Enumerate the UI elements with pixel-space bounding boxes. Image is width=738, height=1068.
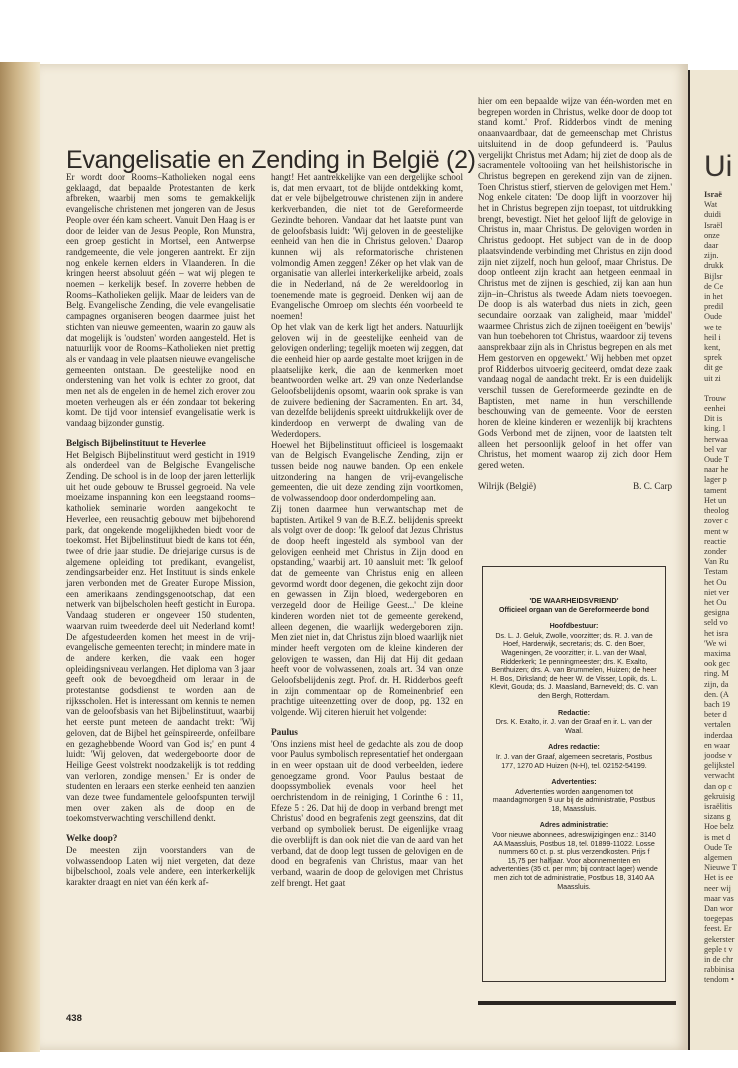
next-page-line: inderdaa	[704, 730, 733, 740]
next-page-line: ring. M	[704, 669, 729, 679]
next-page-line: in het	[704, 292, 723, 302]
next-page-line: gesigna	[704, 608, 730, 618]
paragraph: Op het vlak van de kerk ligt het anders. Natuurlijk geloven wij in de geestelijke eenheid van de gelovigen onderling; tegelijk moeten wij zeggen, dat die eenheid hier op aarde gestalte moet krijgen in de plaatselijke kerk, die aan de kenmerken moet beantwoorden welke art. 29 van onze Nederlandse Geloofsbelijdenis opsomt, waarin ook sprake is van de zuivere bediening der Sacramenten. En art. 34, van dezelfde belijdenis spreekt uitdrukkelijk over de kinderdoop en verwerpt de dwaling van de Wederdopers.	[271, 321, 463, 439]
next-page-heading: Ui	[704, 150, 733, 183]
colophon-heading: Advertenties:	[551, 778, 597, 787]
next-page-line: Van Ru	[704, 557, 729, 567]
next-page-line: is met d	[704, 832, 731, 842]
next-page-line: ook gec	[704, 659, 731, 669]
next-page-line: daar	[704, 241, 719, 251]
next-page-line: heil i	[704, 332, 721, 342]
next-page-line: reactie	[704, 536, 727, 546]
colophon-box	[482, 566, 666, 982]
paragraph: Zij tonen daarmee hun verwantschap met de baptisten. Artikel 9 van de B.E.Z. belijdenis spreekt als volgt over de doop: 'Ik geloof dat Jezus Christus de doop heeft ingesteld als symbool van der gelovigen eenheid met Christus in Zijn dood en opstanding,' waarbij art. 10 aansluit met: 'Ik geloof dat de gemeente van Christus enig en alleen gevormd wordt door degenen, die gekocht zijn door en gewassen in Zijn bloed, wedergeboren en verzegeld door de Heilige Geest...' De kleine kinderen worden niet tot de gemeente gerekend, alleen degenen, die waarlijk wedergeboren zijn. Men ziet niet in, dat Christus zijn bloed waarlijk niet minder heeft vergoten om de kleine kinderen der gelovigen te wassen, dan Hij dat Hij dit gedaan heeft voor de volwassenen, zoals art. 34 van onze Geloofsbelijdenis zegt. Prof. dr. H. Ridderbos geeft in zijn commentaar op de Romeinenbrief een prachtige uiteenzetting over de doop, pg. 132 en volgende. Wij citeren hieruit het volgende:	[271, 503, 463, 718]
section-heading: Welke doop?	[66, 834, 118, 845]
next-page-line: sizans g	[704, 812, 731, 822]
colophon-text: Drs. K. Exalto, ir. J. van der Graaf en ir. L. van der Waal.	[495, 718, 653, 735]
next-page-line: seld vo	[704, 618, 728, 628]
next-page-line: Het un	[704, 495, 727, 505]
next-page-line: de Ce	[704, 281, 724, 291]
section-heading: Paulus	[271, 727, 298, 738]
next-page-line: dit ge	[704, 363, 723, 373]
next-page-line: lager p	[704, 475, 727, 485]
colophon-text: Voor nieuwe abonnees, adreswijzigingen enz.: 3140 AA Maassluis, Postbus 18, tel. 01899-11022. Losse nummers 60 ct. p. st. plus verzendkosten. Prijs f 15,75 per halfjaar. Voor abonnementen en advertenties (35 ct. per mm; bij contract lager) wende men zich tot de administratie, Postbus 18, 3140 AA Maassluis.	[490, 831, 658, 891]
next-page-line: ment w	[704, 526, 729, 536]
next-page-line: bach 19	[704, 699, 731, 709]
next-page-line: drukk	[704, 261, 724, 271]
paragraph: Er wordt door Rooms–Katholieken nogal eens geklaagd, dat bepaalde Protestanten de kerk afbreken, waarbij men soms te gemakkelijk evangelische christenen met jongeren van de Jesus People over één kam scheert. Vanuit Den Haag is er door de leider van de Jesus People, Ron Munstra, een groep gesticht in Mortsel, een Antwerpse randgemeente, die vele jongeren aantrekt. Er zijn nog enkele kernen elders in Vlaanderen. In die kringen heerst absoluut géén – wat wij plegen te noemen – kerkelijk besef. In zoverre hebben de Rooms–Katholieken gelijk. Maar de leiders van de Belg. Evangelische Zending, die vele evangelisatie campagnes organiseren beogen daarmee juist het stichten van nieuwe gemeenten, waarin zo gauw als dat mogelijk is 'oudsten' worden aangesteld. Het is natuurlijk voor de Rooms–Katholieken niet prettig als er vandaag in vele plaatsen nieuwe evangelische gemeenten ontstaan. De geestelijke nood en onderstening van het volk is echter zo groot, dat men net als de engelen in de hemel zich erover zou moeten verheugen als er één zondaar tot bekering komt. De tijd voor intensief evangelisatie werk is vandaag bijzonder gunstig.	[66, 172, 255, 429]
next-page-line: dan op c	[704, 781, 733, 791]
next-page-line: en waar	[704, 740, 731, 750]
next-page-line: niet ver	[704, 587, 730, 597]
next-page-line: rabbinisa	[704, 965, 735, 975]
next-page-line: zover c	[704, 516, 729, 526]
next-page-line: joodse v	[704, 750, 732, 760]
book-spine-left	[0, 62, 40, 1052]
column-3	[478, 96, 672, 491]
next-page-line: beter d	[704, 710, 727, 720]
next-page-line: Wat	[704, 200, 718, 210]
next-page-line: geple t v	[704, 944, 733, 954]
next-page-line: herwaa	[704, 434, 728, 444]
next-page-line: het isra	[704, 628, 729, 638]
next-page-line: Oude T	[704, 455, 729, 465]
next-page-line: in de chr	[704, 955, 734, 965]
next-page-line: Israë	[704, 190, 722, 199]
next-page-line: Nieuwe T	[704, 863, 737, 873]
next-page-line: sprek	[704, 353, 722, 363]
next-page-line: Hoe belz	[704, 822, 734, 832]
signature-line	[478, 481, 672, 492]
bottom-rule	[478, 1001, 676, 1005]
next-page-line: predil	[704, 302, 724, 312]
colophon-heading: Hoofdbestuur:	[549, 622, 599, 631]
next-page-line: theolog	[704, 506, 729, 516]
page-number: 438	[66, 1013, 82, 1024]
next-page-line: kent,	[704, 343, 721, 353]
colophon-heading: Adres redactie:	[548, 743, 600, 752]
next-page-line: Israël	[704, 220, 723, 230]
colophon-text: Ir. J. van der Graaf, algemeen secretaris, Postbus 177, 1270 AD Huizen (N-H), tel. 02152-54199.	[495, 752, 653, 770]
next-page-line: feest. Er	[704, 924, 732, 934]
colophon-text: Advertenties worden aangenomen tot maandagmorgen 9 uur bij de administratie, Postbus 18, Maassluis.	[492, 787, 656, 813]
next-page-line: onze	[704, 230, 720, 240]
paragraph: hier om een bepaalde wijze van één-worden met en begrepen worden in Christus, welke door de doop tot stand komt.' Prof. Ridderbos vindt de mening onaanvaardbaar, dat de gemeenschap met Christus uitsluitend in de doop gefundeerd is. 'Paulus vergelijkt Christus met Adam; hij ziet de doop als de sacramentele voltooiing van het heilshistorische in Christus begrepen en gerekend zijn van de zijnen. Toen Christus stierf, stierven de gelovigen met Hem.' Nog enkele citaten: 'De doop lijft in voorzover hij het in Christus begrepen zijn toepast, tot uitdrukking brengt, bevestigt. Niet het geloof lijft de gelovige in Christus in, maar Christus. De gelovigen worden in Christus gedoopt. Het subject van de in de doop plaatsvindende verbinding met Christus en zijn dood zijn niet zijzelf, noch hun geloof, maar Christus. De doop ontleent zijn kracht aan hetgeen eenmaal in Christus met de zijnen is geschied, zij kan aan hun zijn–in–Christus als tweede Adam niets toevoegen. De doop is als waterbad dus niets in zich, geen secundaire oorzaak van zaligheid, maar 'middel' waarmee Christus zich de zijnen toeëigent en 'bewijs' van hun toebehoren tot Christus, waardoor zij tevens aansprekbaar zijn als in Christus begrepen en als met Hem gestorven en opgewekt.' Wij hebben met opzet prof Ridderbos uitvoerig geciteerd, omdat deze zaak vandaag nogal de aandacht trekt. Er is een duidelijk verschil tussen de Gereformeerde gezindte en de Baptisten, met name in hun verschillende beschouwing van de gemeente. Voor de eersten horen de kleine kinderen er wezenlijk bij krachtens Gods Verbond met de zijnen, voor de laatsten telt alleen het persoonlijk geloof in het offer van Christus, het moment waarop zij zich door Hem gered weten.	[478, 96, 672, 470]
colophon-subtitle: Officieel orgaan van de Gereformeerde bond	[498, 605, 650, 614]
column-1	[66, 172, 255, 888]
next-page-line: maxima	[704, 648, 731, 658]
next-page-line: Trouw	[704, 393, 726, 403]
colophon-title: 'DE WAARHEIDSVRIEND'	[529, 596, 619, 605]
next-page-line: algemen	[704, 853, 733, 862]
place-label: Wilrijk (België)	[478, 480, 536, 491]
next-page-line: toegepas	[704, 914, 734, 924]
next-page-line: het Ou	[704, 577, 727, 587]
next-page-line: tendom •	[704, 975, 734, 985]
article-title: Evangelisatie en Zending in België (2)	[66, 146, 476, 174]
next-page-line: den. (A	[704, 689, 729, 699]
next-page-line: Dit is	[704, 414, 723, 424]
paragraph: Het Belgisch Bijbelinstituut werd gesticht in 1919 als onderdeel van de Belgische Evangelische Zending. De school is in de loop der jaren letterlijk uit het oude gebouw te Brussel gegroeid. Na vele moeizame inspanning kon een leegstaand rooms–katholiek seminarie worden aangekocht te Heverlee, een reusachtig gebouw met bijbehorend park, dat ongekende mogelijkheden biedt voor de toekomst. Het Bijbelinstituut biedt de kans tot één, twee of drie jaar studie. De driejarige cursus is de algemene opleiding tot predikant, evangelist, zendingsarbeider enz. Het Instituut is sinds enkele jaren verbonden met de Greater Europe Mission, een amerikaans zendingsgenootschap, dat een netwerk van bijbelscholen heeft gesticht in Europa. Vandaag studeren er ongeveer 150 studenten, waarvan ruim tweederde deel uit Nederland komt! De afgestudeerden komen het meest in de vrij-evangelische gemeenten terecht; in mindere mate in de andere kerken, die vaak een hoger opleidingsniveau verlangen. Het diploma van 3 jaar geeft ook de bevoegdheid om leraar in de protestantse godsdienst te worden aan de rijksscholen. Het is interessant om kennis te nemen van de geloofsbasis van het Bijbelinstituut, waarbij het eerste punt meteen de aandacht trekt: 'Wij geloven, dat de Bijbel het geïnspireerde, onfeilbare en gezaghebbende Woord van God is;' en punt 4 luidt: 'Wij geloven, dat wedergeboorte door de Heilige Geest volstrekt noodzakelijk is tot redding van verloren, zondige mensen.' Er is onder de studenten en leraars een sterke eenheid ten aanzien van deze twee fundamentele geloofspunten terwijl men over zaken als de doop en de toekomstverwachting verschillend denkt.	[66, 449, 255, 824]
next-page-line: het Ou	[704, 597, 727, 607]
next-page-line: duidi	[704, 210, 722, 220]
paragraph: Hoewel het Bijbelinstituut officieel is losgemaakt van de Belgisch Evangelische Zending, zijn er tussen beide nog nauwe banden. Op een enkele uitzondering na hangen de vrij-evangelische gemeenten, die uit deze zending zijn voortkomen, de volwassendoop door onderdompeling aan.	[271, 439, 463, 504]
next-page-line: king. l	[704, 424, 726, 434]
next-page-line: we te	[704, 322, 722, 332]
author-name: B. C. Carp	[633, 480, 672, 491]
colophon-heading: Adres administratie:	[539, 821, 609, 830]
next-page-line: Oude Te	[704, 842, 733, 852]
colophon-heading: Redactie:	[558, 708, 590, 717]
next-page-line: neer wij	[704, 883, 731, 893]
next-page-line: Het is ee	[704, 873, 734, 883]
next-page-line: israëlitis	[704, 801, 733, 811]
next-page-line: Oude	[704, 312, 722, 322]
next-page-line: gelijkstel	[704, 761, 735, 771]
column-2	[271, 172, 463, 888]
next-page-line: gekerster	[704, 934, 735, 944]
next-page-line: gekruisig	[704, 791, 735, 801]
paragraph: 'Ons inziens mist heel de gedachte als zou de doop voor Paulus symbolisch representatief het ondergaan in en weer opstaan uit de dood verbeelden, iedere genoegzame grond. Voor Paulus bestaat de doopssymboliek evenals voor heel het oerchristendom in de reiniging, 1 Corinthe 6 : 11, Efeze 5 : 26. Dat hij de doop in verband brengt met Christus' dood en begrafenis zegt geenszins, dat dit verband op symboliek berust. De eigenlijke vraag die overblijft is dan ook niet die van de aard van het verband, dat de doop legt tussen de gelovigen en de dood en begrafenis van Christus, maar van het verband, waarin de doop de gelovigen met Christus zelf brengt. Het gaat	[271, 738, 464, 888]
next-page-line: vertalen	[704, 720, 731, 730]
next-page-line: uit zi	[704, 373, 721, 383]
next-page-line: eenhei	[704, 404, 726, 414]
next-page-line: Bijlsr	[704, 271, 723, 281]
paragraph: hangt! Het aantrekkelijke van een dergelijke school is, dat men ervaart, tot de blijde ontdekking komt, dat er vele bijbelgetrouwe christenen zijn in andere kerkverbanden, die niet tot de Gereformeerde Gezindte behoren. Vandaar dat het laatste punt van de geloofsbasis luidt: 'Wij geloven in de geestelijke eenheid van hen die in Christus geloven.' Daarop kunnen wij als reformatorische christenen volmondig Amen zeggen! Zéker op het vlak van de organisatie van allerlei interkerkelijke arbeid, zoals die in Nederland, ná de 2e wereldoorlog in toenemende mate is gegroeid. Denken wij aan de Evangelische Omroep om slechts één voorbeeld te noemen!	[271, 172, 463, 322]
next-page-line: bel var	[704, 444, 727, 454]
next-page-line: zonder	[704, 546, 727, 556]
next-page-line: 'We wi	[704, 638, 727, 648]
next-page-line: maar vas	[704, 893, 734, 903]
next-page-edge	[688, 70, 738, 1050]
next-page-line: verwacht	[704, 771, 735, 781]
next-page-line: Testam	[704, 567, 728, 577]
colophon-text: Ds. L. J. Geluk, Zwolle, voorzitter; ds. R. J. van de Hoef, Harderwijk, secretaris; ds. C. den Boer, Wageningen, 2e voorzitter; ir. L. van der Waal, Ridderkerk; 1e penningmeester; drs. K. Exalto, Benthuizen; drs. A. van Brummelen, Huizen; de heer H. Bos, Dirksland; de heer W. de Visser, Lopik, ds. L. Klevit, Gouda; ds. J. Maasland, Barneveld; ds. C. van den Bergh, Rotterdam.	[490, 631, 658, 700]
next-page-line: naar he	[704, 465, 729, 475]
next-page-line: zijn.	[704, 251, 719, 261]
next-page-line: Dan wor	[704, 904, 733, 914]
section-heading: Belgisch Bijbelinstituut te Heverlee	[66, 438, 206, 449]
paragraph: De meesten zijn voorstanders van de volwassendoop Laten wij niet vergeten, dat deze bijbelschool, zoals vele andere, een interkerkelijk karakter draagt en niet van één kerk af-	[66, 844, 255, 887]
next-page-text	[704, 190, 738, 986]
next-page-line: tament	[704, 485, 727, 495]
next-page-line: zijn, da	[704, 679, 729, 689]
